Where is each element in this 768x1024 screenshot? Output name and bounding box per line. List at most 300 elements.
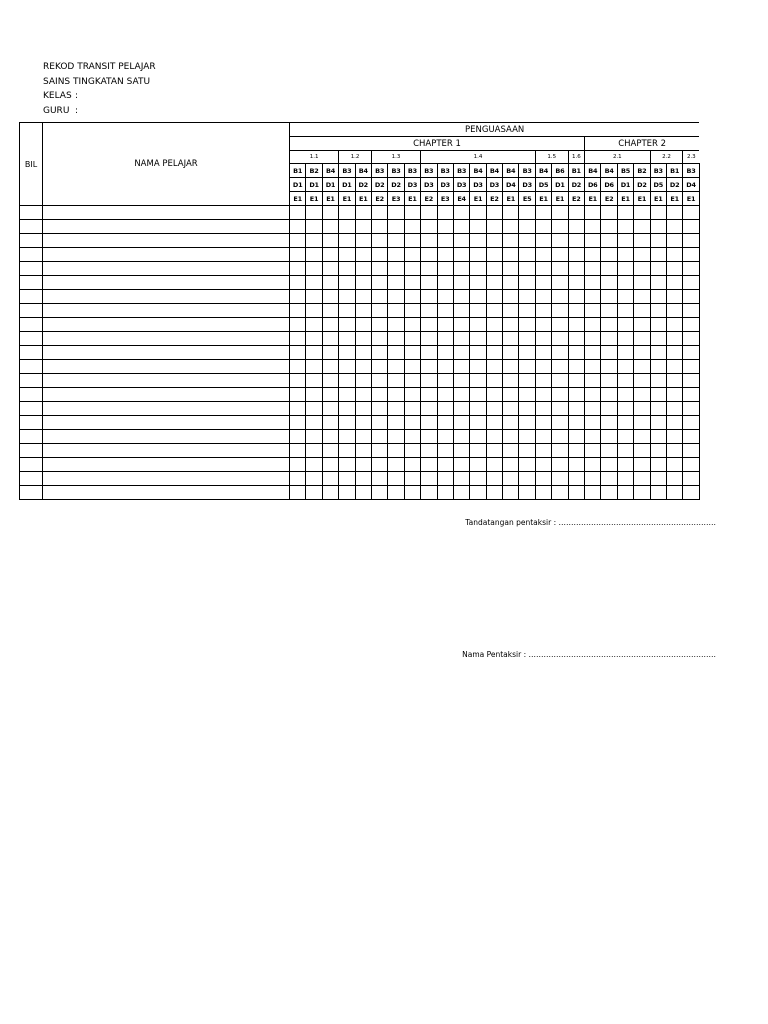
mastery-cell[interactable] [552, 220, 568, 234]
mastery-cell[interactable] [617, 332, 633, 346]
mastery-cell[interactable] [404, 220, 420, 234]
mastery-cell[interactable] [519, 486, 535, 500]
mastery-cell[interactable] [306, 416, 322, 430]
mastery-cell[interactable] [470, 486, 486, 500]
mastery-cell[interactable] [601, 304, 617, 318]
mastery-cell[interactable] [306, 430, 322, 444]
mastery-cell[interactable] [355, 262, 371, 276]
mastery-cell[interactable] [666, 304, 682, 318]
mastery-cell[interactable] [568, 402, 584, 416]
mastery-cell[interactable] [388, 388, 404, 402]
mastery-cell[interactable] [634, 290, 650, 304]
mastery-cell[interactable] [650, 234, 666, 248]
mastery-cell[interactable] [470, 220, 486, 234]
mastery-cell[interactable] [388, 206, 404, 220]
mastery-cell[interactable] [306, 220, 322, 234]
mastery-cell[interactable] [585, 430, 601, 444]
mastery-cell[interactable] [568, 290, 584, 304]
mastery-cell[interactable] [683, 234, 699, 248]
mastery-cell[interactable] [388, 318, 404, 332]
mastery-cell[interactable] [355, 444, 371, 458]
mastery-cell[interactable] [339, 248, 355, 262]
mastery-cell[interactable] [519, 206, 535, 220]
bil-cell[interactable] [20, 458, 43, 472]
mastery-cell[interactable] [503, 444, 519, 458]
mastery-cell[interactable] [371, 458, 387, 472]
mastery-cell[interactable] [322, 248, 338, 262]
mastery-cell[interactable] [650, 262, 666, 276]
mastery-cell[interactable] [470, 304, 486, 318]
mastery-cell[interactable] [486, 318, 502, 332]
student-name-cell[interactable] [43, 332, 290, 346]
mastery-cell[interactable] [519, 318, 535, 332]
mastery-cell[interactable] [453, 206, 469, 220]
mastery-cell[interactable] [535, 290, 551, 304]
mastery-cell[interactable] [355, 360, 371, 374]
mastery-cell[interactable] [404, 444, 420, 458]
mastery-cell[interactable] [568, 304, 584, 318]
mastery-cell[interactable] [470, 248, 486, 262]
mastery-cell[interactable] [388, 262, 404, 276]
mastery-cell[interactable] [339, 458, 355, 472]
mastery-cell[interactable] [371, 262, 387, 276]
mastery-cell[interactable] [421, 472, 437, 486]
mastery-cell[interactable] [437, 248, 453, 262]
mastery-cell[interactable] [290, 402, 306, 416]
mastery-cell[interactable] [617, 374, 633, 388]
mastery-cell[interactable] [404, 332, 420, 346]
mastery-cell[interactable] [519, 220, 535, 234]
mastery-cell[interactable] [503, 234, 519, 248]
mastery-cell[interactable] [585, 402, 601, 416]
mastery-cell[interactable] [437, 416, 453, 430]
mastery-cell[interactable] [519, 304, 535, 318]
mastery-cell[interactable] [355, 458, 371, 472]
mastery-cell[interactable] [453, 220, 469, 234]
mastery-cell[interactable] [290, 388, 306, 402]
mastery-cell[interactable] [503, 430, 519, 444]
mastery-cell[interactable] [437, 220, 453, 234]
mastery-cell[interactable] [650, 206, 666, 220]
mastery-cell[interactable] [306, 374, 322, 388]
bil-cell[interactable] [20, 374, 43, 388]
mastery-cell[interactable] [585, 486, 601, 500]
mastery-cell[interactable] [568, 360, 584, 374]
mastery-cell[interactable] [552, 290, 568, 304]
mastery-cell[interactable] [470, 318, 486, 332]
bil-cell[interactable] [20, 444, 43, 458]
mastery-cell[interactable] [503, 472, 519, 486]
mastery-cell[interactable] [371, 332, 387, 346]
mastery-cell[interactable] [601, 374, 617, 388]
mastery-cell[interactable] [568, 416, 584, 430]
student-name-cell[interactable] [43, 220, 290, 234]
mastery-cell[interactable] [683, 290, 699, 304]
mastery-cell[interactable] [683, 458, 699, 472]
mastery-cell[interactable] [503, 458, 519, 472]
mastery-cell[interactable] [355, 234, 371, 248]
mastery-cell[interactable] [535, 388, 551, 402]
mastery-cell[interactable] [601, 430, 617, 444]
mastery-cell[interactable] [388, 290, 404, 304]
mastery-cell[interactable] [371, 430, 387, 444]
mastery-cell[interactable] [683, 220, 699, 234]
mastery-cell[interactable] [290, 374, 306, 388]
mastery-cell[interactable] [355, 220, 371, 234]
mastery-cell[interactable] [306, 444, 322, 458]
mastery-cell[interactable] [535, 458, 551, 472]
mastery-cell[interactable] [339, 304, 355, 318]
mastery-cell[interactable] [535, 444, 551, 458]
mastery-cell[interactable] [585, 374, 601, 388]
mastery-cell[interactable] [322, 234, 338, 248]
mastery-cell[interactable] [437, 444, 453, 458]
mastery-cell[interactable] [437, 262, 453, 276]
mastery-cell[interactable] [617, 430, 633, 444]
mastery-cell[interactable] [601, 472, 617, 486]
student-name-cell[interactable] [43, 472, 290, 486]
student-name-cell[interactable] [43, 430, 290, 444]
mastery-cell[interactable] [306, 472, 322, 486]
mastery-cell[interactable] [339, 360, 355, 374]
mastery-cell[interactable] [519, 248, 535, 262]
mastery-cell[interactable] [519, 346, 535, 360]
mastery-cell[interactable] [617, 290, 633, 304]
mastery-cell[interactable] [322, 290, 338, 304]
mastery-cell[interactable] [650, 304, 666, 318]
mastery-cell[interactable] [650, 332, 666, 346]
mastery-cell[interactable] [650, 458, 666, 472]
mastery-cell[interactable] [339, 444, 355, 458]
mastery-cell[interactable] [421, 430, 437, 444]
mastery-cell[interactable] [421, 402, 437, 416]
mastery-cell[interactable] [306, 388, 322, 402]
mastery-cell[interactable] [666, 472, 682, 486]
mastery-cell[interactable] [552, 332, 568, 346]
mastery-cell[interactable] [470, 262, 486, 276]
student-name-cell[interactable] [43, 360, 290, 374]
mastery-cell[interactable] [437, 472, 453, 486]
mastery-cell[interactable] [371, 318, 387, 332]
mastery-cell[interactable] [339, 472, 355, 486]
mastery-cell[interactable] [453, 234, 469, 248]
mastery-cell[interactable] [470, 388, 486, 402]
mastery-cell[interactable] [666, 234, 682, 248]
mastery-cell[interactable] [355, 248, 371, 262]
mastery-cell[interactable] [552, 234, 568, 248]
mastery-cell[interactable] [421, 262, 437, 276]
mastery-cell[interactable] [503, 416, 519, 430]
mastery-cell[interactable] [421, 416, 437, 430]
bil-cell[interactable] [20, 318, 43, 332]
mastery-cell[interactable] [568, 234, 584, 248]
mastery-cell[interactable] [634, 248, 650, 262]
mastery-cell[interactable] [650, 290, 666, 304]
mastery-cell[interactable] [552, 416, 568, 430]
mastery-cell[interactable] [322, 332, 338, 346]
mastery-cell[interactable] [683, 472, 699, 486]
mastery-cell[interactable] [601, 206, 617, 220]
mastery-cell[interactable] [552, 472, 568, 486]
mastery-cell[interactable] [470, 430, 486, 444]
mastery-cell[interactable] [453, 276, 469, 290]
mastery-cell[interactable] [650, 430, 666, 444]
mastery-cell[interactable] [322, 304, 338, 318]
mastery-cell[interactable] [339, 430, 355, 444]
mastery-cell[interactable] [683, 332, 699, 346]
mastery-cell[interactable] [421, 360, 437, 374]
mastery-cell[interactable] [453, 472, 469, 486]
mastery-cell[interactable] [585, 304, 601, 318]
mastery-cell[interactable] [585, 472, 601, 486]
mastery-cell[interactable] [306, 206, 322, 220]
student-name-cell[interactable] [43, 416, 290, 430]
mastery-cell[interactable] [453, 402, 469, 416]
mastery-cell[interactable] [486, 458, 502, 472]
mastery-cell[interactable] [322, 346, 338, 360]
mastery-cell[interactable] [535, 234, 551, 248]
mastery-cell[interactable] [503, 206, 519, 220]
mastery-cell[interactable] [634, 472, 650, 486]
mastery-cell[interactable] [290, 472, 306, 486]
mastery-cell[interactable] [437, 374, 453, 388]
mastery-cell[interactable] [404, 458, 420, 472]
mastery-cell[interactable] [355, 402, 371, 416]
mastery-cell[interactable] [568, 332, 584, 346]
mastery-cell[interactable] [617, 346, 633, 360]
mastery-cell[interactable] [388, 402, 404, 416]
mastery-cell[interactable] [666, 318, 682, 332]
mastery-cell[interactable] [585, 360, 601, 374]
mastery-cell[interactable] [568, 374, 584, 388]
mastery-cell[interactable] [453, 290, 469, 304]
mastery-cell[interactable] [322, 444, 338, 458]
mastery-cell[interactable] [617, 262, 633, 276]
mastery-cell[interactable] [322, 388, 338, 402]
mastery-cell[interactable] [388, 248, 404, 262]
mastery-cell[interactable] [290, 430, 306, 444]
mastery-cell[interactable] [322, 430, 338, 444]
mastery-cell[interactable] [666, 486, 682, 500]
mastery-cell[interactable] [470, 332, 486, 346]
mastery-cell[interactable] [585, 206, 601, 220]
mastery-cell[interactable] [306, 262, 322, 276]
mastery-cell[interactable] [601, 346, 617, 360]
mastery-cell[interactable] [486, 346, 502, 360]
mastery-cell[interactable] [585, 290, 601, 304]
mastery-cell[interactable] [470, 290, 486, 304]
mastery-cell[interactable] [503, 220, 519, 234]
mastery-cell[interactable] [421, 234, 437, 248]
mastery-cell[interactable] [306, 486, 322, 500]
mastery-cell[interactable] [535, 206, 551, 220]
mastery-cell[interactable] [355, 276, 371, 290]
mastery-cell[interactable] [634, 388, 650, 402]
mastery-cell[interactable] [519, 444, 535, 458]
mastery-cell[interactable] [470, 234, 486, 248]
bil-cell[interactable] [20, 262, 43, 276]
mastery-cell[interactable] [388, 472, 404, 486]
mastery-cell[interactable] [666, 374, 682, 388]
mastery-cell[interactable] [404, 416, 420, 430]
student-name-cell[interactable] [43, 262, 290, 276]
mastery-cell[interactable] [666, 388, 682, 402]
mastery-cell[interactable] [371, 486, 387, 500]
mastery-cell[interactable] [421, 220, 437, 234]
mastery-cell[interactable] [339, 206, 355, 220]
mastery-cell[interactable] [404, 374, 420, 388]
mastery-cell[interactable] [503, 402, 519, 416]
mastery-cell[interactable] [371, 220, 387, 234]
mastery-cell[interactable] [371, 346, 387, 360]
mastery-cell[interactable] [666, 332, 682, 346]
mastery-cell[interactable] [617, 388, 633, 402]
mastery-cell[interactable] [322, 416, 338, 430]
mastery-cell[interactable] [519, 276, 535, 290]
mastery-cell[interactable] [421, 346, 437, 360]
mastery-cell[interactable] [617, 486, 633, 500]
mastery-cell[interactable] [290, 262, 306, 276]
mastery-cell[interactable] [552, 248, 568, 262]
mastery-cell[interactable] [371, 206, 387, 220]
mastery-cell[interactable] [634, 416, 650, 430]
mastery-cell[interactable] [355, 472, 371, 486]
mastery-cell[interactable] [290, 360, 306, 374]
mastery-cell[interactable] [650, 360, 666, 374]
mastery-cell[interactable] [503, 248, 519, 262]
mastery-cell[interactable] [388, 220, 404, 234]
mastery-cell[interactable] [535, 262, 551, 276]
mastery-cell[interactable] [568, 486, 584, 500]
mastery-cell[interactable] [355, 206, 371, 220]
mastery-cell[interactable] [388, 360, 404, 374]
mastery-cell[interactable] [453, 388, 469, 402]
mastery-cell[interactable] [388, 332, 404, 346]
mastery-cell[interactable] [519, 458, 535, 472]
mastery-cell[interactable] [355, 346, 371, 360]
mastery-cell[interactable] [306, 248, 322, 262]
mastery-cell[interactable] [339, 220, 355, 234]
mastery-cell[interactable] [470, 402, 486, 416]
mastery-cell[interactable] [503, 262, 519, 276]
mastery-cell[interactable] [666, 276, 682, 290]
mastery-cell[interactable] [404, 346, 420, 360]
mastery-cell[interactable] [306, 304, 322, 318]
mastery-cell[interactable] [404, 360, 420, 374]
mastery-cell[interactable] [683, 388, 699, 402]
mastery-cell[interactable] [552, 346, 568, 360]
mastery-cell[interactable] [666, 206, 682, 220]
mastery-cell[interactable] [634, 374, 650, 388]
mastery-cell[interactable] [486, 290, 502, 304]
mastery-cell[interactable] [404, 388, 420, 402]
mastery-cell[interactable] [650, 374, 666, 388]
mastery-cell[interactable] [371, 234, 387, 248]
mastery-cell[interactable] [404, 290, 420, 304]
mastery-cell[interactable] [404, 262, 420, 276]
mastery-cell[interactable] [552, 388, 568, 402]
mastery-cell[interactable] [650, 248, 666, 262]
mastery-cell[interactable] [339, 290, 355, 304]
mastery-cell[interactable] [486, 374, 502, 388]
mastery-cell[interactable] [322, 374, 338, 388]
mastery-cell[interactable] [552, 444, 568, 458]
mastery-cell[interactable] [437, 402, 453, 416]
mastery-cell[interactable] [650, 346, 666, 360]
mastery-cell[interactable] [634, 234, 650, 248]
mastery-cell[interactable] [470, 346, 486, 360]
mastery-cell[interactable] [683, 374, 699, 388]
mastery-cell[interactable] [585, 220, 601, 234]
mastery-cell[interactable] [617, 472, 633, 486]
mastery-cell[interactable] [371, 276, 387, 290]
bil-cell[interactable] [20, 304, 43, 318]
mastery-cell[interactable] [617, 318, 633, 332]
bil-cell[interactable] [20, 402, 43, 416]
mastery-cell[interactable] [470, 360, 486, 374]
mastery-cell[interactable] [306, 318, 322, 332]
mastery-cell[interactable] [666, 416, 682, 430]
mastery-cell[interactable] [552, 304, 568, 318]
mastery-cell[interactable] [666, 262, 682, 276]
mastery-cell[interactable] [650, 402, 666, 416]
mastery-cell[interactable] [306, 276, 322, 290]
mastery-cell[interactable] [601, 318, 617, 332]
mastery-cell[interactable] [486, 304, 502, 318]
mastery-cell[interactable] [453, 486, 469, 500]
mastery-cell[interactable] [585, 332, 601, 346]
mastery-cell[interactable] [683, 318, 699, 332]
mastery-cell[interactable] [634, 486, 650, 500]
mastery-cell[interactable] [552, 402, 568, 416]
mastery-cell[interactable] [355, 416, 371, 430]
mastery-cell[interactable] [535, 374, 551, 388]
mastery-cell[interactable] [355, 318, 371, 332]
mastery-cell[interactable] [666, 346, 682, 360]
mastery-cell[interactable] [650, 486, 666, 500]
mastery-cell[interactable] [601, 332, 617, 346]
mastery-cell[interactable] [404, 248, 420, 262]
mastery-cell[interactable] [290, 304, 306, 318]
mastery-cell[interactable] [371, 290, 387, 304]
mastery-cell[interactable] [519, 472, 535, 486]
bil-cell[interactable] [20, 486, 43, 500]
mastery-cell[interactable] [683, 346, 699, 360]
mastery-cell[interactable] [404, 430, 420, 444]
mastery-cell[interactable] [339, 234, 355, 248]
mastery-cell[interactable] [437, 430, 453, 444]
mastery-cell[interactable] [470, 416, 486, 430]
mastery-cell[interactable] [486, 220, 502, 234]
mastery-cell[interactable] [371, 402, 387, 416]
mastery-cell[interactable] [568, 318, 584, 332]
mastery-cell[interactable] [453, 332, 469, 346]
mastery-cell[interactable] [519, 234, 535, 248]
mastery-cell[interactable] [388, 458, 404, 472]
mastery-cell[interactable] [371, 388, 387, 402]
mastery-cell[interactable] [535, 402, 551, 416]
mastery-cell[interactable] [388, 416, 404, 430]
mastery-cell[interactable] [486, 262, 502, 276]
mastery-cell[interactable] [421, 290, 437, 304]
mastery-cell[interactable] [355, 332, 371, 346]
mastery-cell[interactable] [601, 220, 617, 234]
mastery-cell[interactable] [421, 458, 437, 472]
mastery-cell[interactable] [601, 458, 617, 472]
mastery-cell[interactable] [634, 346, 650, 360]
mastery-cell[interactable] [552, 262, 568, 276]
mastery-cell[interactable] [634, 276, 650, 290]
